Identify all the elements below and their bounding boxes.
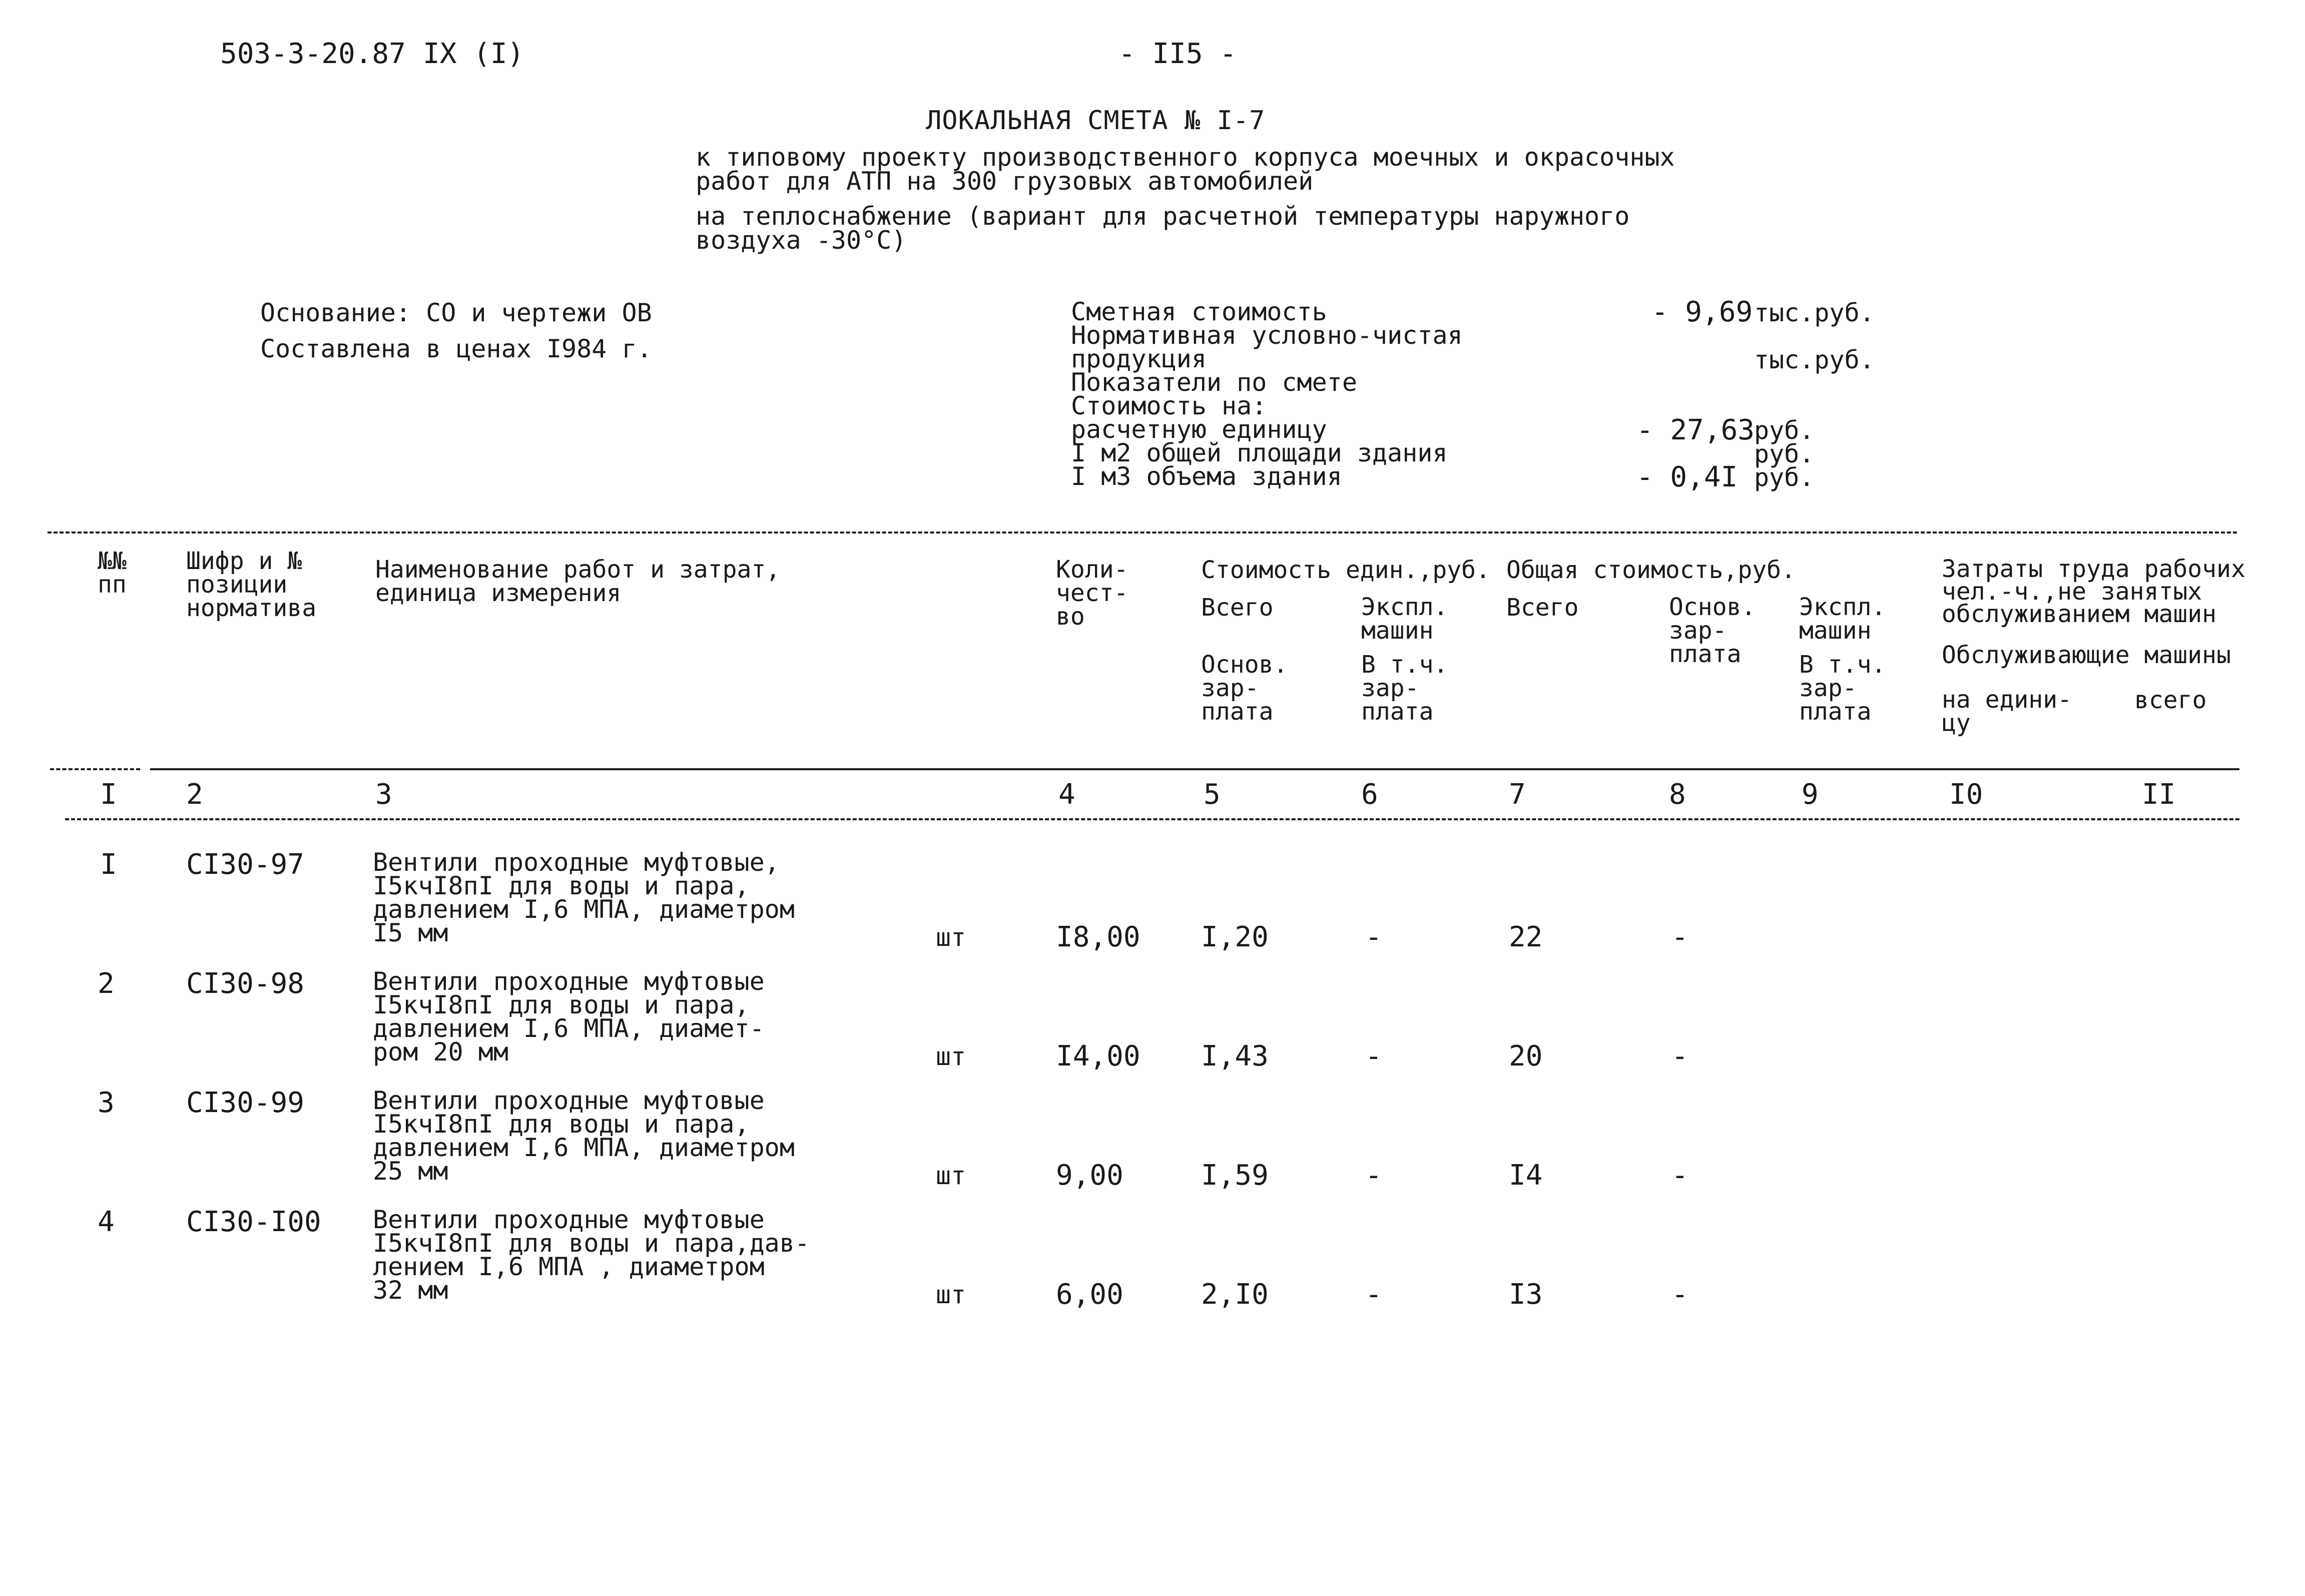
row-unit-total: 2,I0 bbox=[1201, 1278, 1269, 1311]
col-num-4: 4 bbox=[1058, 778, 1075, 811]
column-numbers-rule bbox=[65, 818, 2239, 820]
estimated-cost-value: - 9,69 bbox=[1651, 296, 1753, 328]
unit-cost-group-header: Стоимость един.,руб. bbox=[1201, 556, 1490, 584]
row-unit: шт bbox=[936, 1280, 966, 1309]
row-code: СI30-97 bbox=[186, 848, 305, 881]
row-code: СI30-I00 bbox=[186, 1206, 321, 1238]
col-num-1: I bbox=[100, 778, 117, 811]
row-quantity: 6,00 bbox=[1056, 1278, 1123, 1311]
row-code: СI30-98 bbox=[186, 967, 305, 1000]
row-total-wage: - bbox=[1671, 1278, 1688, 1311]
col7-header: Всего bbox=[1506, 594, 1579, 622]
per-m3-unit: руб. bbox=[1754, 463, 1815, 492]
col-num-8: 8 bbox=[1669, 778, 1686, 811]
row-name: Вентили проходные муфтовые I5кчI8пI для воды и пара, давлением I,6 МПА, диаметром 25 мм bbox=[373, 1086, 795, 1186]
col-number-header: №№ пп bbox=[98, 547, 127, 599]
col5-top-header: Всего bbox=[1201, 594, 1274, 622]
labor-group-header: Затраты труда рабочих чел.-ч.,не занятых обслуживанием машин bbox=[1942, 555, 2245, 628]
per-unit-label: расчетную единицу bbox=[1071, 415, 1327, 444]
col-num-6: 6 bbox=[1361, 778, 1378, 811]
row-unit-machines: - bbox=[1365, 1278, 1382, 1311]
subtitle-line: на теплоснабжение (вариант для расчетной температуры наружного bbox=[696, 202, 1630, 231]
normative-unit: тыс.руб. bbox=[1754, 345, 1875, 374]
normative-label: Нормативная условно-чистая bbox=[1071, 321, 1463, 350]
col-num-9: 9 bbox=[1802, 778, 1819, 811]
per-m2-label: I м2 общей площади здания bbox=[1071, 438, 1448, 467]
page-number: - II5 - bbox=[1118, 38, 1237, 70]
row-number: I bbox=[100, 848, 117, 881]
col8-header: Основ. зар- плата bbox=[1669, 593, 1756, 668]
cost-per-label: Стоимость на: bbox=[1071, 391, 1267, 420]
row-number: 4 bbox=[98, 1206, 115, 1238]
col9-top-header: Экспл. машин bbox=[1799, 593, 1886, 645]
col-num-5: 5 bbox=[1204, 778, 1221, 811]
header-bottom-rule bbox=[150, 768, 2239, 770]
normative-label: продукция bbox=[1071, 344, 1207, 373]
per-unit-unit: руб. bbox=[1754, 416, 1815, 445]
total-cost-group-header: Общая стоимость,руб. bbox=[1506, 556, 1796, 584]
row-total: I4 bbox=[1509, 1159, 1543, 1192]
row-code: СI30-99 bbox=[186, 1087, 305, 1119]
estimated-cost-unit: тыс.руб. bbox=[1754, 298, 1875, 327]
row-unit: шт bbox=[936, 1042, 966, 1071]
col6-top-header: Экспл. машин bbox=[1361, 593, 1448, 645]
col-code-header: Шифр и № позиции норматива bbox=[186, 547, 317, 622]
col5-bottom-header: Основ. зар- плата bbox=[1201, 651, 1288, 726]
row-unit-total: I,20 bbox=[1201, 921, 1269, 953]
row-quantity: I8,00 bbox=[1056, 921, 1140, 953]
row-unit-total: I,43 bbox=[1201, 1040, 1269, 1073]
row-number: 2 bbox=[98, 967, 115, 1000]
per-m2-unit: руб. bbox=[1754, 439, 1815, 468]
subtitle-line: к типовому проекту производственного корпуса моечных и окрасочных bbox=[696, 143, 1675, 172]
row-unit-machines: - bbox=[1365, 921, 1382, 953]
col-name-header: Наименование работ и затрат, единица измерения bbox=[375, 556, 781, 607]
col-num-3: 3 bbox=[375, 778, 392, 811]
row-total-wage: - bbox=[1671, 1159, 1688, 1192]
prices-label: Составлена в ценах I984 г. bbox=[260, 334, 652, 363]
subtitle-line: воздуха -30°С) bbox=[696, 226, 907, 255]
estimate-subtitle bbox=[696, 143, 1675, 255]
row-total-wage: - bbox=[1671, 921, 1688, 953]
col9-bottom-header: В т.ч. зар- плата bbox=[1799, 651, 1886, 726]
row-total: 22 bbox=[1509, 921, 1543, 953]
row-quantity: 9,00 bbox=[1056, 1159, 1123, 1192]
doc-code: 503-3-20.87 bbox=[220, 38, 406, 70]
indicators-label: Показатели по смете bbox=[1071, 368, 1357, 397]
summary-labels bbox=[1071, 297, 1463, 491]
row-name: Вентили проходные муфтовые I5кчI8пI для воды и пара, давлением I,6 МПА, диамет- ром 20 мм bbox=[373, 967, 765, 1067]
row-quantity: I4,00 bbox=[1056, 1040, 1140, 1073]
col-qty-header: Коли- чест- во bbox=[1056, 556, 1128, 631]
album-number: IX (I) bbox=[423, 38, 524, 70]
per-m3-value: - 0,4I bbox=[1636, 461, 1738, 493]
col10-header: на едини- цу bbox=[1942, 686, 2072, 737]
col-num-7: 7 bbox=[1509, 778, 1526, 811]
col-num-10: I0 bbox=[1949, 778, 1983, 811]
per-unit-value: - 27,63 bbox=[1636, 414, 1755, 446]
col-num-11: II bbox=[2142, 778, 2176, 811]
row-unit-machines: - bbox=[1365, 1040, 1382, 1073]
row-name: Вентили проходные муфтовые, I5кчI8пI для воды и пара, давлением I,6 МПА, диаметром I5 мм bbox=[373, 848, 795, 947]
per-m3-label: I м3 объема здания bbox=[1071, 462, 1342, 491]
row-unit: шт bbox=[936, 923, 966, 952]
row-total: I3 bbox=[1509, 1278, 1543, 1311]
col6-bottom-header: В т.ч. зар- плата bbox=[1361, 651, 1448, 726]
row-total: 20 bbox=[1509, 1040, 1543, 1073]
labor-sub-header: Обслуживающие машины bbox=[1942, 641, 2231, 669]
header-bottom-rule-left bbox=[50, 768, 140, 770]
estimated-cost-label: Сметная стоимость bbox=[1071, 297, 1327, 326]
basis-label: Основание: СО и чертежи ОВ bbox=[260, 298, 652, 327]
row-unit: шт bbox=[936, 1161, 966, 1190]
row-number: 3 bbox=[98, 1087, 115, 1119]
col-num-2: 2 bbox=[186, 778, 203, 811]
row-name: Вентили проходные муфтовые I5кчI8пI для воды и пара,дав- лением I,6 МПА , диаметром 32 мм bbox=[373, 1205, 810, 1305]
table-top-rule bbox=[48, 531, 2237, 534]
row-unit-machines: - bbox=[1365, 1159, 1382, 1192]
estimate-title: ЛОКАЛЬНАЯ СМЕТА № I-7 bbox=[926, 106, 1266, 136]
col11-header: всего bbox=[2134, 686, 2207, 714]
row-total-wage: - bbox=[1671, 1040, 1688, 1073]
row-unit-total: I,59 bbox=[1201, 1159, 1269, 1192]
subtitle-line: работ для АТП на 300 грузовых автомобилей bbox=[696, 167, 1314, 196]
